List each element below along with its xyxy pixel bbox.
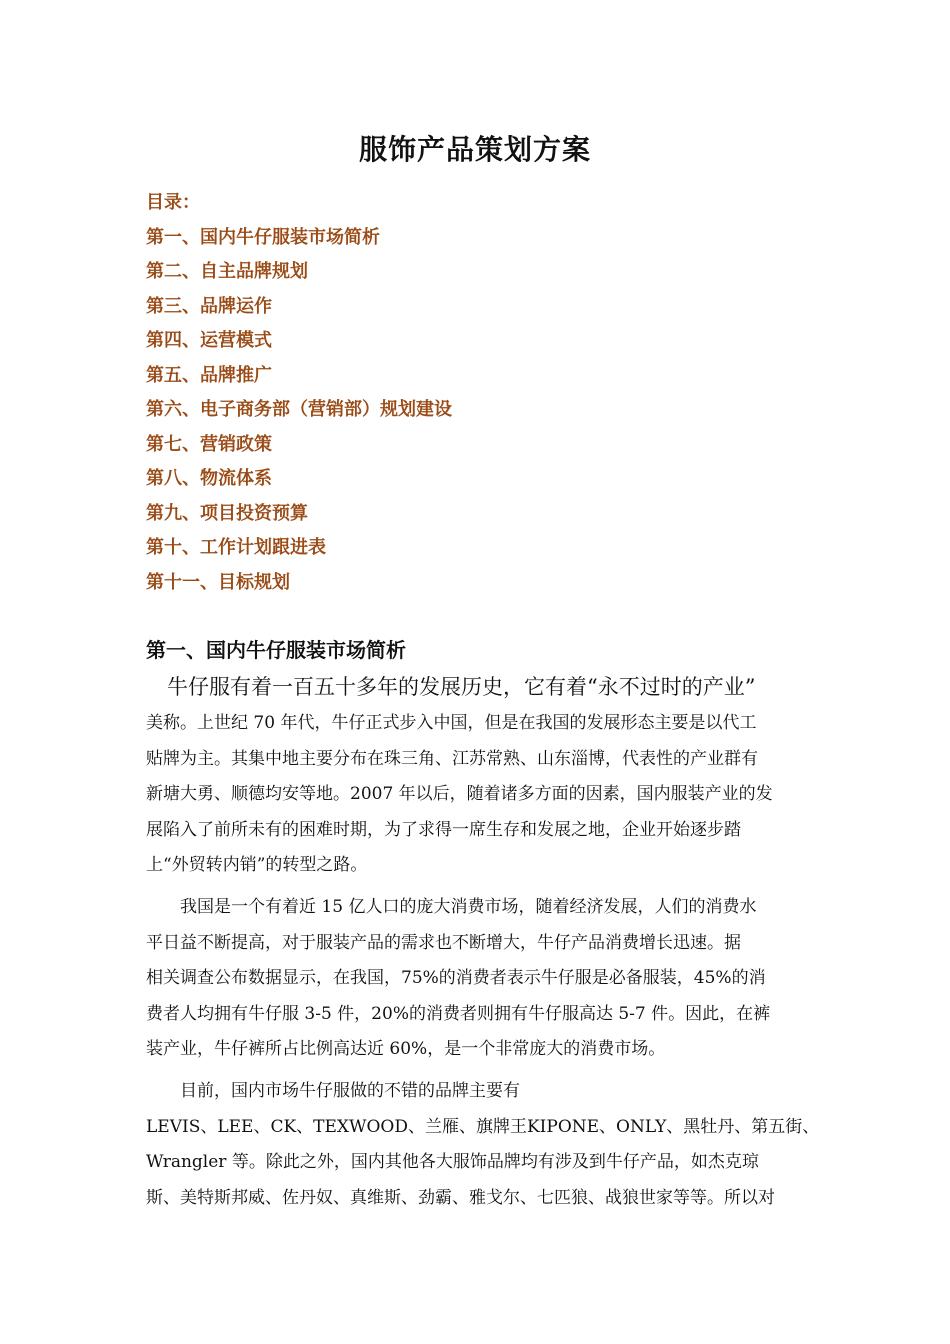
toc-item-11[interactable]: 第十一、目标规划: [146, 571, 290, 593]
paragraph-market-size: [146, 890, 811, 1068]
document-title: 服饰产品策划方案: [358, 133, 591, 166]
paragraph-line: 牛仔服有着一百五十多年的发展历史，它有着“永不过时的产业”: [146, 675, 756, 699]
paragraph-line: Wrangler 等。除此之外，国内其他各大服饰品牌均有涉及到牛仔产品，如杰克琼: [146, 1152, 759, 1172]
toc-item-3[interactable]: 第三、品牌运作: [146, 295, 272, 317]
paragraph-line: 我国是一个有着近 15 亿人口的庞大消费市场，随着经济发展，人们的消费水: [146, 897, 757, 917]
toc-item-9[interactable]: 第九、项目投资预算: [146, 502, 308, 524]
paragraph-brands: [146, 1074, 820, 1216]
paragraph-line: 美称。上世纪 70 年代，牛仔正式步入中国，但是在我国的发展形态主要是以代工: [146, 713, 757, 733]
paragraph-line: 贴牌为主。其集中地主要分布在珠三角、江苏常熟、山东淄博，代表性的产业群有: [146, 748, 758, 769]
section-heading: 第一、国内牛仔服装市场简析: [146, 638, 406, 662]
toc-heading: 目录：: [146, 192, 200, 213]
paragraph-line: 目前，国内市场牛仔服做的不错的品牌主要有: [146, 1081, 520, 1101]
paragraph-line: 平日益不断提高，对于服装产品的需求也不断增大，牛仔产品消费增长迅速。据: [146, 932, 741, 953]
paragraph-line: 上“外贸转内销”的转型之路。: [146, 855, 368, 875]
toc-item-5[interactable]: 第五、品牌推广: [146, 364, 272, 386]
toc-item-6[interactable]: 第六、电子商务部（营销部）规划建设: [146, 399, 452, 420]
table-of-contents: [146, 186, 806, 600]
paragraph-line: 费者人均拥有牛仔服 3-5 件，20%的消费者则拥有牛仔服高达 5-7 件。因此，在裤: [146, 1003, 771, 1024]
toc-item-10[interactable]: 第十、工作计划跟进表: [146, 537, 326, 558]
toc-item-8[interactable]: 第八、物流体系: [146, 468, 272, 489]
toc-item-7[interactable]: 第七、营销政策: [146, 433, 272, 455]
paragraph-line: 斯、美特斯邦威、佐丹奴、真维斯、劲霸、雅戈尔、七匹狼、战狼世家等等。所以对: [146, 1187, 775, 1208]
toc-item-4[interactable]: 第四、运营模式: [146, 330, 272, 351]
paragraph-line: 展陷入了前所未有的困难时期，为了求得一席生存和发展之地，企业开始逐步踏: [146, 819, 741, 840]
toc-item-1[interactable]: 第一、国内牛仔服装市场简析: [146, 226, 380, 248]
paragraph-history: [146, 668, 811, 884]
paragraph-line: 相关调查公布数据显示，在我国，75%的消费者表示牛仔服是必备服装，45%的消: [146, 968, 766, 988]
paragraph-line: 新塘大勇、顺德均安等地。2007 年以后，随着诸多方面的因素，国内服装产业的发: [146, 784, 773, 804]
paragraph-line: LEVIS、LEE、CK、TEXWOOD、兰雁、旗牌王KIPONE、ONLY、黑牡丹、第五街、: [146, 1116, 820, 1137]
paragraph-line: 装产业，牛仔裤所占比例高达近 60%，是一个非常庞大的消费市场。: [146, 1039, 666, 1059]
toc-item-2[interactable]: 第二、自主品牌规划: [146, 261, 308, 282]
